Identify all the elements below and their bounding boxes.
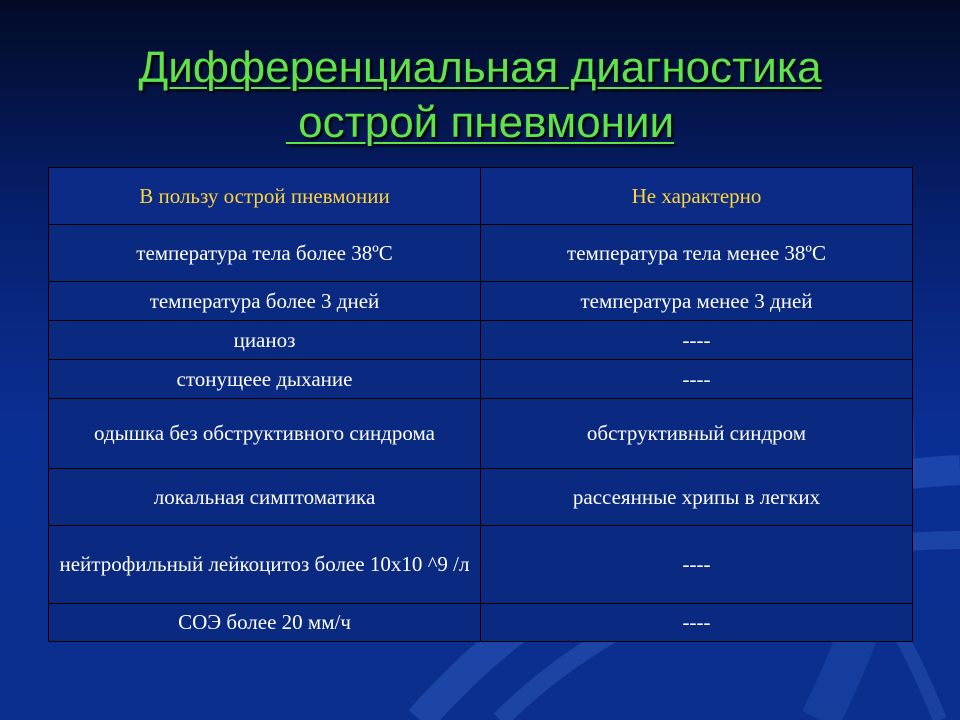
- title-line-2: острой пневмонии: [285, 98, 675, 147]
- table-row: [49, 321, 913, 360]
- table-cell: локальная симптоматика: [49, 469, 481, 526]
- header-cell-favor: В пользу острой пневмонии: [49, 168, 481, 225]
- title-line-1: Дифференциальная диагностика: [138, 43, 822, 92]
- table-header-row: [49, 168, 913, 225]
- table-cell: рассеянные хрипы в легких: [481, 469, 913, 526]
- table-cell: ----: [481, 526, 913, 604]
- table-row: [49, 360, 913, 399]
- slide-title: [0, 40, 960, 150]
- table-cell: температура тела более 38ºС: [49, 225, 481, 282]
- table-cell: температура более 3 дней: [49, 282, 481, 321]
- table-row: [49, 282, 913, 321]
- table-row: [49, 469, 913, 526]
- header-cell-not-typical: Не характерно: [481, 168, 913, 225]
- table-cell: ----: [481, 360, 913, 399]
- table-cell: стонущеее дыхание: [49, 360, 481, 399]
- table-cell: температура тела менее 38ºС: [481, 225, 913, 282]
- table-row: [49, 526, 913, 604]
- table-row: [49, 604, 913, 642]
- table-cell: ----: [481, 604, 913, 642]
- table-row: [49, 399, 913, 469]
- table-cell: ----: [481, 321, 913, 360]
- table-cell: обструктивный синдром: [481, 399, 913, 469]
- table-row: [49, 225, 913, 282]
- table-cell: цианоз: [49, 321, 481, 360]
- diagnosis-table: [48, 167, 913, 642]
- table-cell: СОЭ более 20 мм/ч: [49, 604, 481, 642]
- table-cell: нейтрофильный лейкоцитоз более 10х10 ^9 /л: [49, 526, 481, 604]
- table-cell: одышка без обструктивного синдрома: [49, 399, 481, 469]
- table-cell: температура менее 3 дней: [481, 282, 913, 321]
